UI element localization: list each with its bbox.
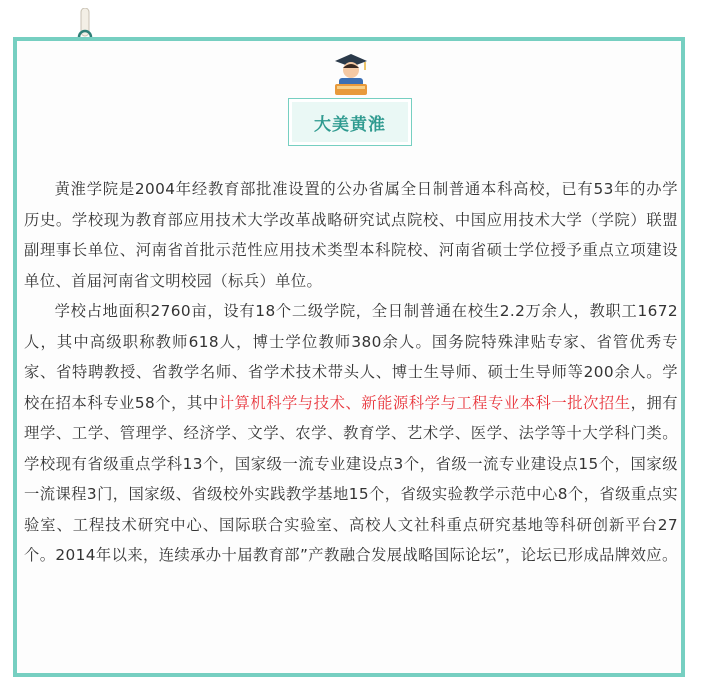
paragraph-facts bbox=[24, 296, 678, 571]
paragraph-facts-part1: 学校占地面积2760亩，设有18个二级学院，全日制普通在校生2.2万余人，教职工1672人，其中高级职称教师618人，博士学位教师380余人。国务院特殊津贴专家、省管优秀专家、省特聘教授、省教学名师、省学术技术带头人、博士生导师、硕士生导师等200余人。学校在招本科专业58个，其中 bbox=[24, 302, 678, 412]
paragraph-intro: 黄淮学院是2004年经教育部批准设置的公办省属全日制普通本科高校，已有53年的办学历史。学校现为教育部应用技术大学改革战略研究试点院校、中国应用技术大学（学院）联盟副理事长单位、河南省首批示范性应用技术类型本科院校、河南省硕士学位授予重点立项建设单位、首届河南省文明校园（标兵）单位。 bbox=[24, 180, 678, 290]
article-body bbox=[24, 174, 678, 571]
section-title-box bbox=[288, 98, 412, 146]
highlighted-majors: 计算机科学与技术、新能源科学与工程专业本科一批次招生 bbox=[218, 393, 631, 412]
section-title: 大美黄淮 bbox=[292, 102, 408, 142]
paragraph-facts-part2: ，拥有理学、工学、管理学、经济学、文学、农学、教育学、艺术学、医学、法学等十大学科门类。学校现有省级重点学科13个，国家级一流专业建设点3个，省级一流专业建设点15个，国家级一流课程3门，国家级、省级校外实践教学基地15个，省级实验教学示范中心8个，省级重点实验室、工程技术研究中心、国际联合实验室、高校人文社科重点研究基地等科研创新平台27个。2014年以来，连续承办十届教育部”产教融合发展战略国际论坛”，论坛已形成品牌效应。 bbox=[24, 393, 678, 564]
graduate-reader-icon bbox=[329, 52, 373, 98]
